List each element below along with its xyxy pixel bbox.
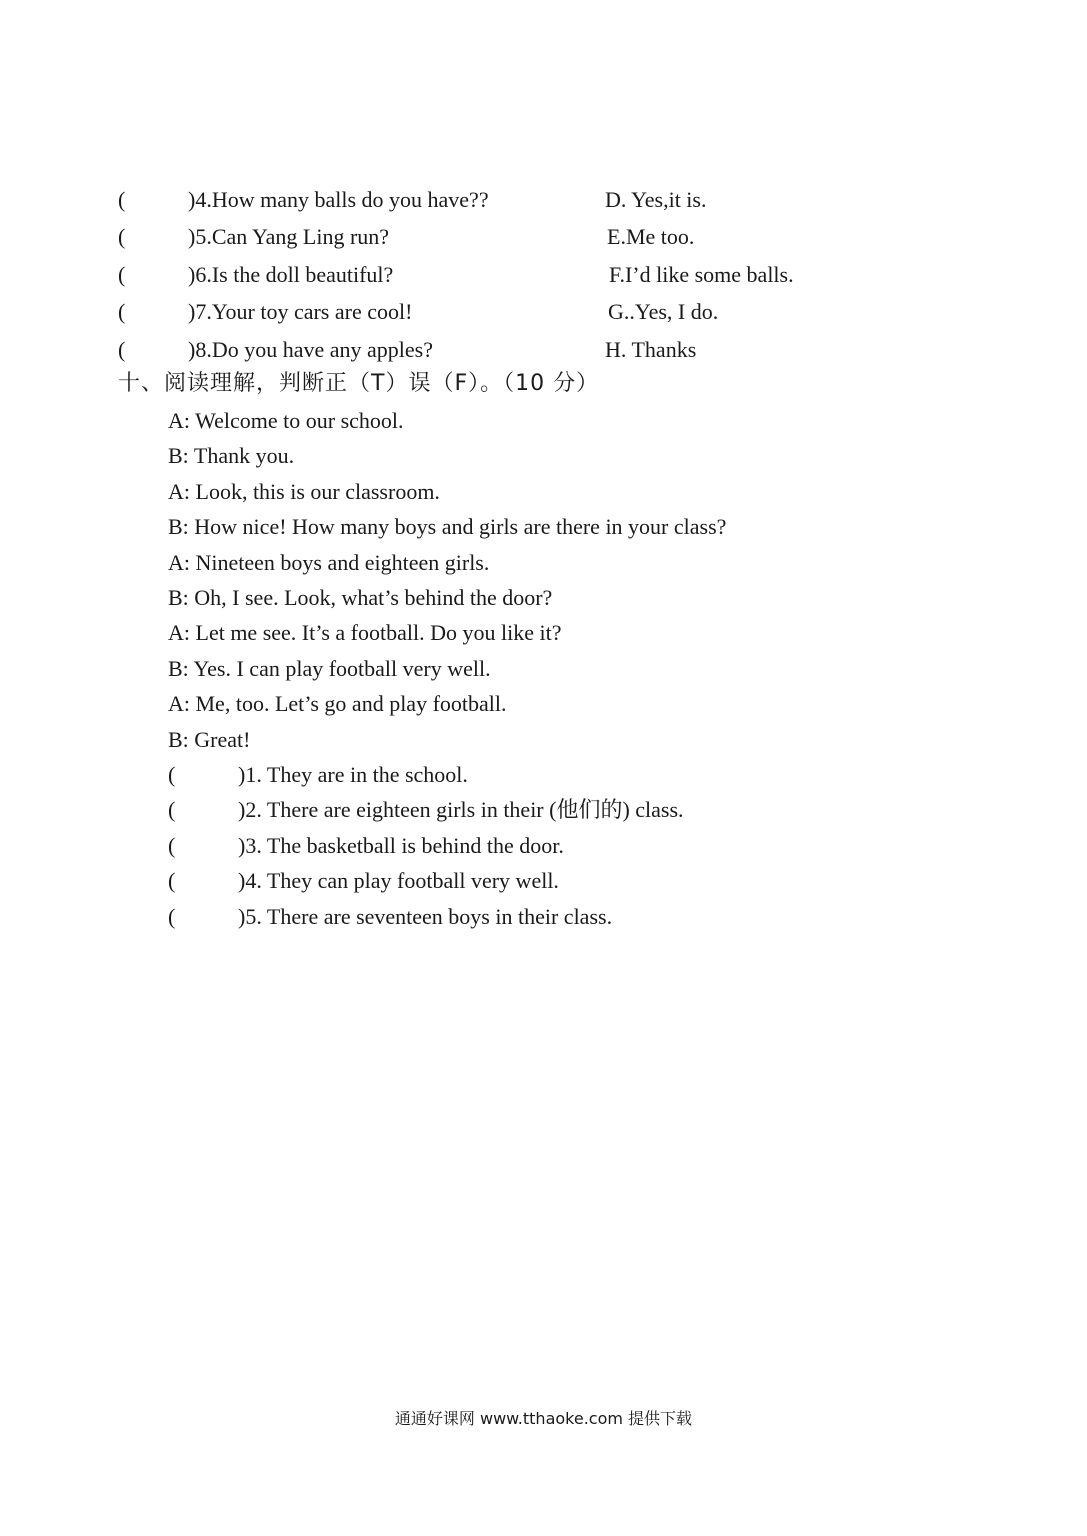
question-text: )7.Your toy cars are cool! [188, 299, 413, 324]
statement-text: )4. They can play football very well. [238, 868, 559, 893]
option-text: H. Thanks [605, 337, 697, 362]
statement-text: )1. They are in the school. [238, 762, 468, 787]
option-text: E.Me too. [607, 224, 695, 249]
dialogue-line: A: Let me see. It’s a football. Do you like it? [168, 620, 562, 645]
dialogue-line: B: Yes. I can play football very well. [168, 656, 491, 681]
statement-text: )2. There are eighteen girls in their (他们的) class. [238, 797, 684, 822]
answer-paren[interactable]: ( [168, 797, 176, 822]
dialogue-line: A: Me, too. Let’s go and play football. [168, 691, 507, 716]
question-text: )6.Is the doll beautiful? [188, 262, 394, 287]
answer-paren[interactable]: ( [168, 833, 176, 858]
answer-paren[interactable]: ( [118, 337, 126, 362]
question-text: )8.Do you have any apples? [188, 337, 433, 362]
option-text: D. Yes,it is. [605, 187, 707, 212]
question-text: )4.How many balls do you have?? [188, 187, 489, 212]
answer-paren[interactable]: ( [168, 868, 176, 893]
statement-text: )5. There are seventeen boys in their class. [238, 904, 613, 929]
answer-paren[interactable]: ( [168, 762, 176, 787]
dialogue-line: B: Great! [168, 727, 251, 752]
answer-paren[interactable]: ( [118, 299, 126, 324]
dialogue-line: A: Nineteen boys and eighteen girls. [168, 550, 490, 575]
page-footer: 通通好课网 www.tthaoke.com 提供下载 [394, 1409, 693, 1428]
statement-text: )3. The basketball is behind the door. [238, 833, 564, 858]
dialogue-line: A: Welcome to our school. [168, 408, 404, 433]
dialogue-line: B: Oh, I see. Look, what’s behind the door? [168, 585, 553, 610]
question-text: )5.Can Yang Ling run? [188, 224, 390, 249]
option-text: F.I’d like some balls. [609, 262, 794, 287]
answer-paren[interactable]: ( [168, 904, 176, 929]
answer-paren[interactable]: ( [118, 224, 126, 249]
answer-paren[interactable]: ( [118, 262, 126, 287]
section-heading: 十、阅读理解，判断正（T）误（F）。（10 分） [118, 371, 600, 396]
dialogue-line: B: Thank you. [168, 443, 295, 468]
answer-paren[interactable]: ( [118, 187, 126, 212]
dialogue-line: A: Look, this is our classroom. [168, 479, 440, 504]
dialogue-line: B: How nice! How many boys and girls are there in your class? [168, 514, 727, 539]
option-text: G..Yes, I do. [608, 299, 719, 324]
